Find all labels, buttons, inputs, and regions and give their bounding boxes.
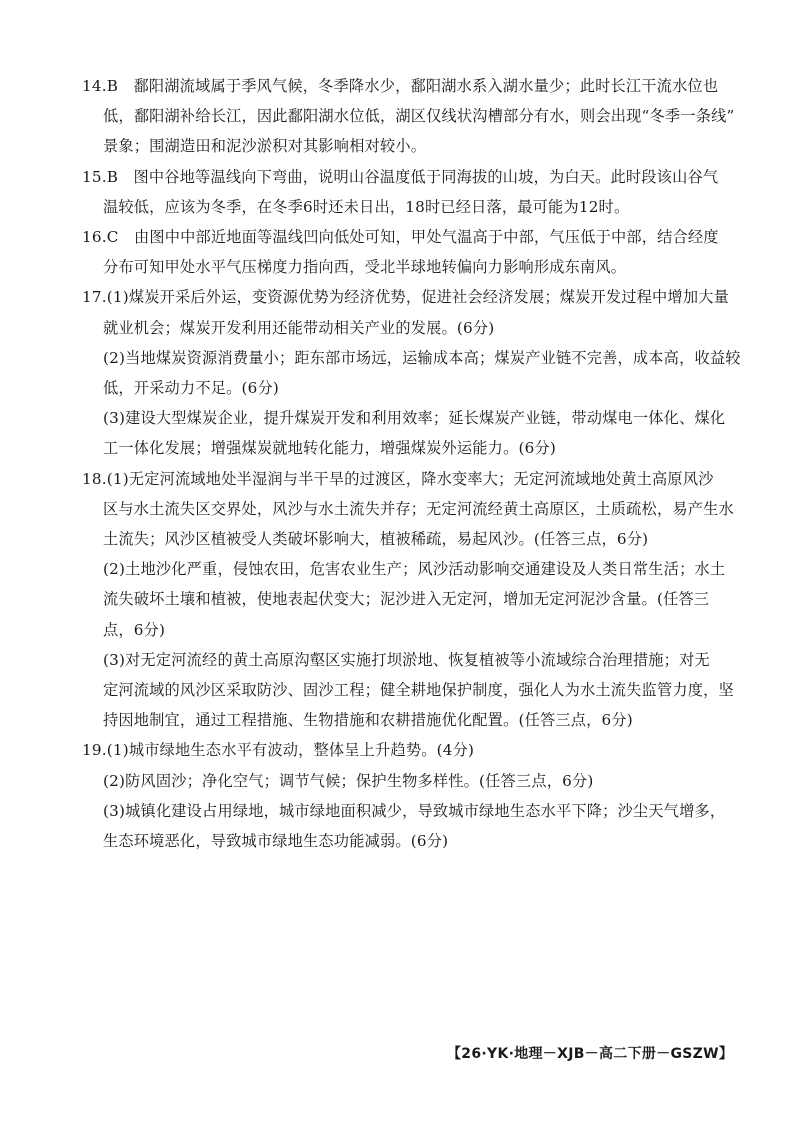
- answer-line: 15.B 图中谷地等温线向下弯曲，说明山谷温度低于同海拔的山坡，为白天。此时段该山谷气: [82, 167, 719, 186]
- answer-16: [82, 222, 730, 282]
- answer-line: (3)城镇化建设占用绿地，城市绿地面积减少，导致城市绿地生态水平下降；沙尘天气增多，: [103, 801, 726, 820]
- answer-line: 工一体化发展；增强煤炭就地转化能力，增强煤炭外运能力。(6分): [103, 439, 556, 458]
- answer-line: (2)防风固沙；净化空气；调节气候；保护生物多样性。(任答三点，6分): [103, 771, 594, 790]
- answer-line: 持因地制宜，通过工程措施、生物措施和农耕措施优化配置。(任答三点，6分): [103, 711, 633, 730]
- answer-line: 定河流域的风沙区采取防沙、固沙工程；健全耕地保护制度，强化人为水土流失监管力度，坚: [103, 681, 734, 700]
- answer-line: 土流失；风沙区植被受人类破坏影响大，植被稀疏，易起风沙。(任答三点，6分): [103, 530, 649, 549]
- answer-14: [82, 71, 735, 162]
- answer-line: 低，鄱阳湖补给长江，因此鄱阳湖水位低，湖区仅线状沟槽部分有水，则会出现“冬季一条线”: [103, 107, 735, 126]
- answer-line: 18.(1)无定河流域地处半湿润与半干旱的过渡区，降水变率大；无定河流域地处黄土高原风沙: [82, 469, 714, 488]
- answer-17: [82, 282, 741, 463]
- answer-line: (3)建设大型煤炭企业，提升煤炭开发和利用效率；延长煤炭产业链，带动煤电一体化、煤化: [103, 409, 726, 428]
- answer-19: [82, 735, 730, 856]
- answer-line: 景象；围湖造田和泥沙淤积对其影响相对较小。: [103, 137, 427, 156]
- answer-15: [82, 162, 730, 222]
- answer-18: [82, 464, 734, 736]
- answer-line: 分布可知甲处水平气压梯度力指向西，受北半球地转偏向力影响形成东南风。: [103, 258, 627, 277]
- answer-line: 温较低，应该为冬季，在冬季6时还未日出，18时已经日落，最可能为12时。: [103, 197, 630, 216]
- answer-line: (2)土地沙化严重，侵蚀农田，危害农业生产；风沙活动影响交通建设及人类日常生活；水土: [103, 560, 726, 579]
- page-footer-code: 【26·YK·地理－XJB－高二下册－GSZW】: [447, 1046, 734, 1062]
- answer-line: 就业机会；煤炭开发利用还能带动相关产业的发展。(6分): [103, 318, 495, 337]
- answer-line: 区与水土流失区交界处，风沙与水土流失并存；无定河流经黄土高原区，土质疏松，易产生水: [103, 499, 734, 518]
- answer-line: 19.(1)城市绿地生态水平有波动，整体呈上升趋势。(4分): [82, 741, 475, 760]
- answer-line: 17.(1)煤炭开采后外运，变资源优势为经济优势，促进社会经济发展；煤炭开发过程中增加大量: [82, 288, 729, 307]
- answer-line: (3)对无定河流经的黄土高原沟壑区实施打坝淤地、恢复植被等小流域综合治理措施；对无: [103, 650, 710, 669]
- answer-line: 14.B 鄱阳湖流域属于季风气候，冬季降水少，鄱阳湖水系入湖水量少；此时长江干流水位也: [82, 77, 719, 95]
- answer-line: 流失破坏土壤和植被，使地表起伏变大；泥沙进入无定河，增加无定河泥沙含量。(任答三: [103, 590, 710, 609]
- answer-line: 生态环境恶化，导致城市绿地生态功能减弱。(6分): [103, 832, 449, 851]
- answer-line: 低，开采动力不足。(6分): [103, 379, 279, 398]
- answer-line: 点，6分): [103, 620, 166, 639]
- answer-key-body: [82, 71, 741, 856]
- answer-line: (2)当地煤炭资源消费量小；距东部市场远，运输成本高；煤炭产业链不完善，成本高，收益较: [103, 348, 741, 367]
- answer-line: 16.C 由图中中部近地面等温线凹向低处可知，甲处气温高于中部，气压低于中部，结合经度: [82, 228, 719, 247]
